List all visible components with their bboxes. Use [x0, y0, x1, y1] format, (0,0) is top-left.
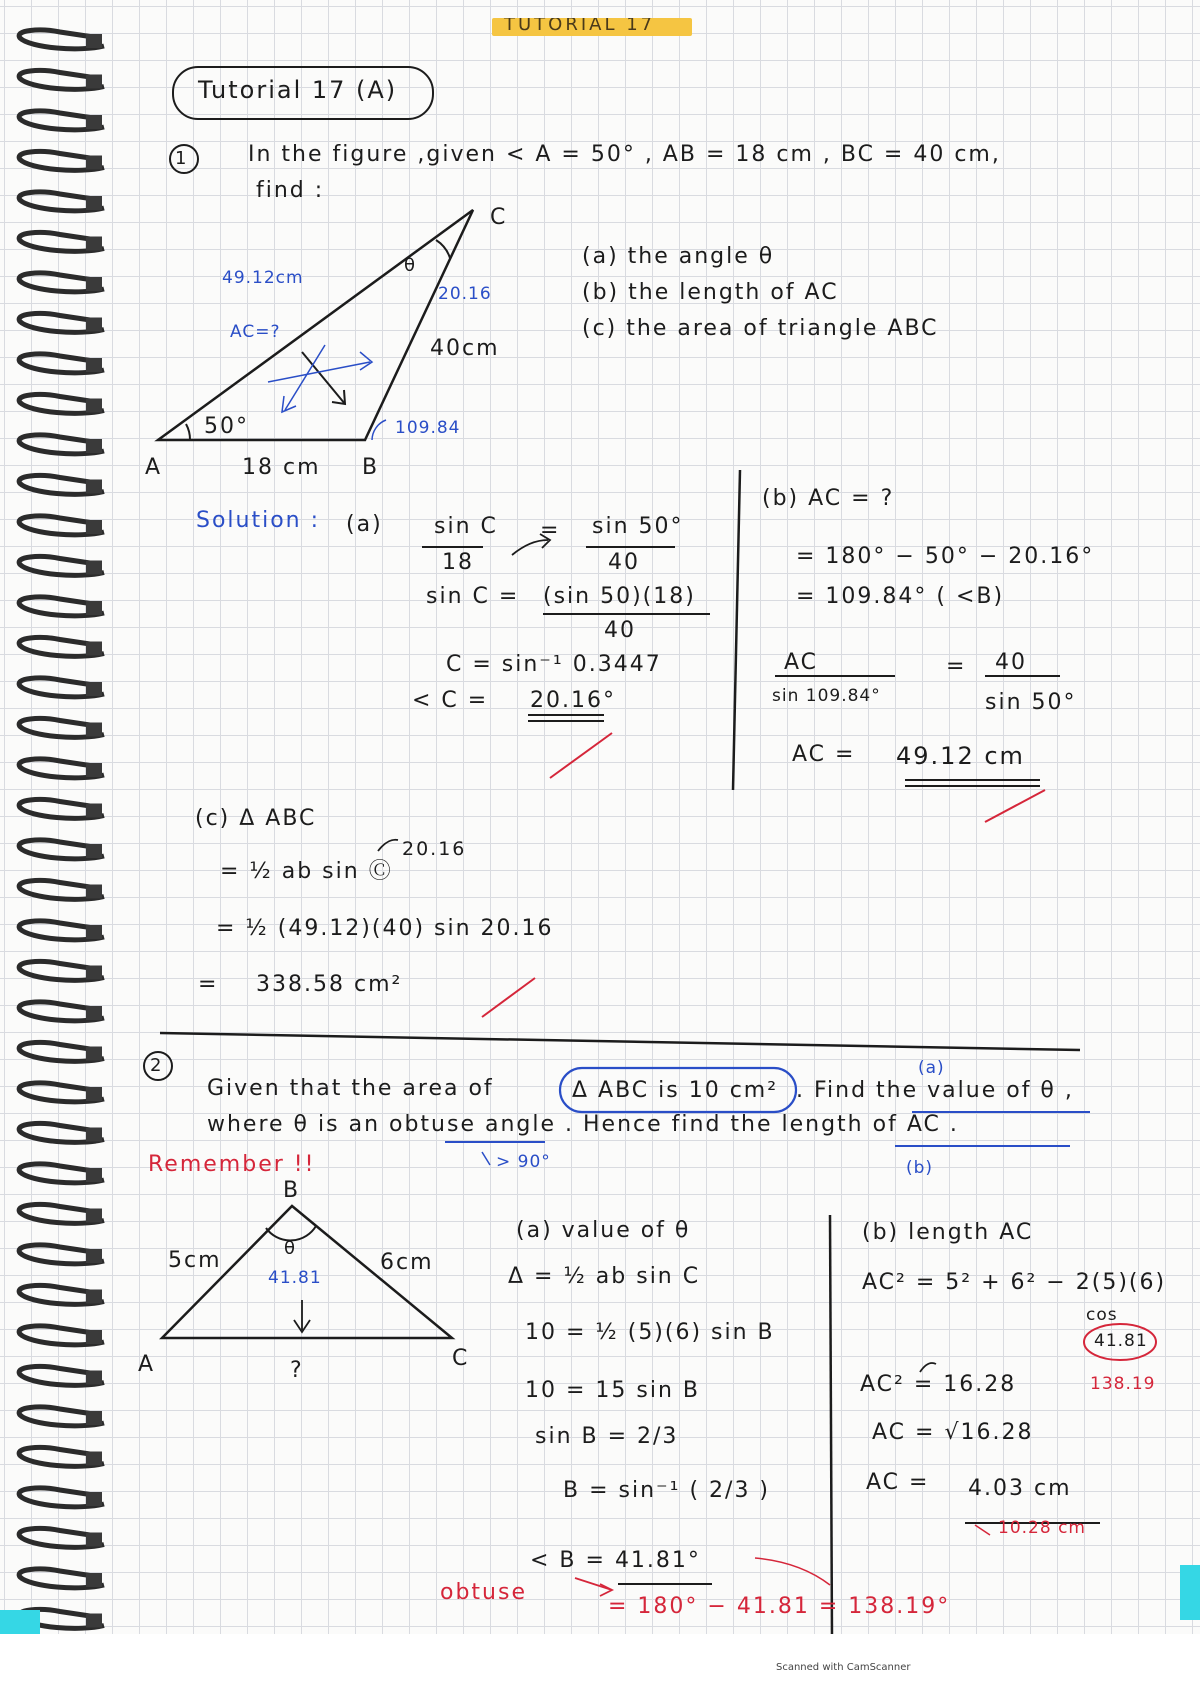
q2b-cos: cos: [1086, 1305, 1118, 1325]
q2-side-ab: 5cm: [168, 1248, 222, 1273]
q2-divider: [830, 1215, 832, 1640]
q1b-frac-right-num: 40: [995, 650, 1027, 675]
q2-side-ac: ?: [290, 1358, 304, 1383]
q1b-frac-right-den: sin 50°: [985, 690, 1077, 715]
q1a-r2-num: (sin 50)(18): [543, 584, 696, 609]
solution-label: Solution :: [196, 508, 321, 533]
q1a-r2-den: 40: [604, 618, 636, 643]
q1a-r1-left-num: sin C: [434, 514, 498, 539]
q2b-l2: AC² = 16.28: [860, 1372, 1017, 1397]
q2b-l3: AC = √16.28: [872, 1420, 1034, 1445]
q2b-label: (b) length AC: [862, 1220, 1034, 1245]
q1-angle-a-arc: [186, 424, 190, 440]
q2-vertex-a: A: [138, 1352, 156, 1377]
q2a-l2: 10 = ½ (5)(6) sin B: [525, 1320, 775, 1345]
q1-vertex-b: B: [362, 455, 380, 480]
q1-ac-query: AC=?: [230, 322, 281, 342]
q1a-r3: C = sin⁻¹ 0.3447: [446, 652, 662, 677]
q1-part-c: (c) the area of triangle ABC: [582, 316, 939, 341]
q1b-frac-left-den: sin 109.84°: [772, 686, 881, 706]
q1a-r2-lhs: sin C =: [426, 584, 520, 609]
q1c-l1-note: 20.16: [402, 838, 467, 860]
tick-mark-c: [482, 978, 535, 1017]
q2b-red-result: 10.28 cm: [998, 1518, 1086, 1538]
remember-note: Remember !!: [148, 1152, 316, 1177]
q2a-l3: 10 = 15 sin B: [525, 1378, 701, 1403]
q1-question-line1: In the figure ,given < A = 50° , AB = 18 cm , BC = 40 cm,: [248, 142, 1001, 167]
q1b-frac-eq: =: [946, 654, 967, 679]
q2-angle-note: 41.81: [268, 1268, 322, 1288]
q1c-l3-eq: =: [198, 972, 219, 997]
q1-angle-b-note: 109.84: [395, 418, 461, 438]
q1b-label: (b) AC = ?: [762, 486, 895, 511]
q2a-l4: sin B = 2/3: [535, 1424, 679, 1449]
q1-angle-c-arc: [436, 240, 450, 258]
q2-note-a: (a): [918, 1058, 945, 1078]
q1b-l2: = 109.84° ( <B): [796, 584, 1005, 609]
section-divider: [160, 1033, 1080, 1050]
q1-angle-a: 50°: [204, 414, 249, 439]
q1-triangle: [158, 210, 473, 440]
q1-part-b: (b) the length of AC: [582, 280, 839, 305]
q1c-l1: = ½ ab sin Ⓒ: [220, 859, 393, 884]
q1a-r1-left-den: 18: [442, 550, 474, 575]
q2b-l4-lhs: AC =: [866, 1470, 930, 1495]
q2a-label: (a) value of θ: [516, 1218, 691, 1243]
q1b-frac-left-num: AC: [784, 650, 819, 675]
q1-ac-note: 49.12cm: [222, 268, 304, 288]
q2a-l6: < B = 41.81°: [530, 1548, 701, 1573]
q1-question-line2: find :: [256, 178, 325, 203]
q2a-obtuse: obtuse: [440, 1580, 527, 1605]
q1-vertex-c: C: [490, 205, 508, 230]
q2b-l1: AC² = 5² + 6² − 2(5)(6): [862, 1270, 1167, 1295]
q1-side-bc: 40cm: [430, 336, 500, 361]
q2-line1-box: Δ ABC is 10 cm²: [572, 1078, 779, 1103]
q1-divider: [733, 470, 740, 790]
q2-vertex-b: B: [283, 1178, 301, 1203]
q1-vertex-a: A: [145, 455, 163, 480]
tick-mark-a: [550, 733, 612, 778]
q1c-l2: = ½ (49.12)(40) sin 20.16: [216, 916, 554, 941]
q1c-label: (c) Δ ABC: [195, 806, 317, 831]
q1b-result-lhs: AC =: [792, 742, 856, 767]
q1b-result: 49.12 cm: [896, 742, 1025, 770]
scan-footer: [0, 1634, 1200, 1698]
q2-line2: where θ is an obtuse angle . Hence find the length of AC .: [207, 1112, 959, 1137]
q1a-r1-eq: =: [540, 518, 561, 543]
q1c-l3: 338.58 cm²: [256, 972, 403, 997]
q1b-l1: = 180° − 50° − 20.16°: [796, 544, 1095, 569]
q2b-red-note: 138.19: [1090, 1374, 1156, 1394]
q2-vertex-c: C: [452, 1346, 470, 1371]
q2-side-bc: 6cm: [380, 1250, 434, 1275]
scanner-watermark: Scanned with CamScanner: [776, 1662, 911, 1673]
q1-angle-c-note: 20.16: [438, 284, 492, 304]
q1-number: 1: [175, 148, 189, 169]
q2-line1-a: Given that the area of: [207, 1076, 494, 1101]
q1-side-ab: 18 cm: [242, 455, 321, 480]
tick-mark-b: [985, 790, 1045, 822]
q1-arrow-1: [302, 352, 345, 404]
page-title: Tutorial 17 (A): [198, 76, 398, 104]
q2b-circled: 41.81: [1094, 1331, 1148, 1351]
q2-note-obtuse: > 90°: [496, 1152, 551, 1172]
q1a-label: (a): [346, 512, 383, 537]
q2a-l7: = 180° − 41.81 = 138.19°: [608, 1594, 951, 1619]
q1-theta: θ: [404, 255, 418, 276]
q1a-r4-lhs: < C =: [412, 688, 489, 713]
q2-line1-b: . Find the value of θ ,: [796, 1078, 1074, 1103]
q2-theta: θ: [284, 1238, 298, 1259]
q1a-r1-right-den: 40: [608, 550, 640, 575]
q1-arrow-2: [268, 362, 370, 382]
q1-part-a: (a) the angle θ: [582, 244, 775, 269]
q1a-r4-val: 20.16°: [530, 688, 616, 713]
q2-note-b: (b): [906, 1158, 934, 1178]
q2a-l5: B = sin⁻¹ ( 2/3 ): [563, 1478, 771, 1503]
tape-label: TUTORIAL 17: [492, 18, 692, 36]
q2b-l4: 4.03 cm: [968, 1476, 1072, 1501]
q2-number: 2: [150, 1055, 164, 1076]
q1a-r1-right-num: sin 50°: [592, 514, 684, 539]
q2a-l1: Δ = ½ ab sin C: [508, 1264, 701, 1289]
